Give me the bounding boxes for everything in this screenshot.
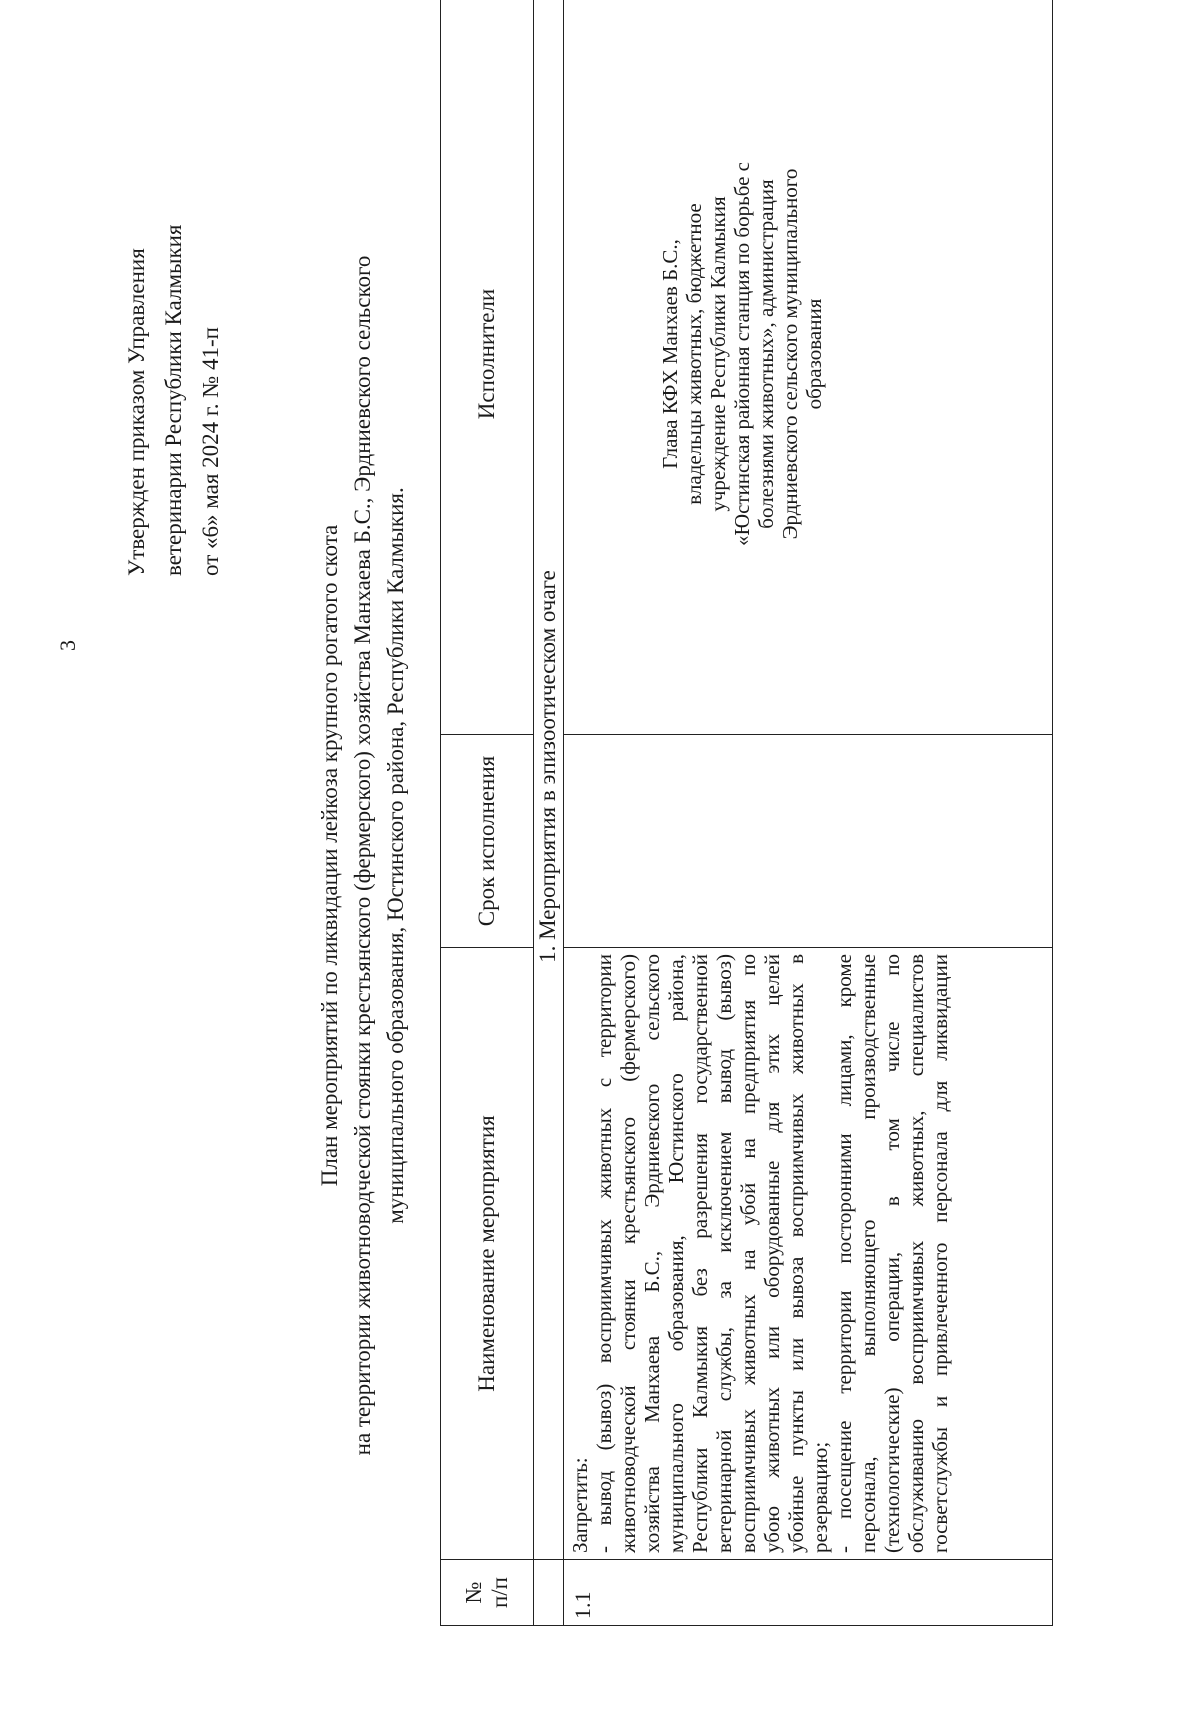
row-activity-name: [564, 948, 1053, 1560]
approval-line-1: Утвержден приказом Управления: [124, 248, 149, 576]
approval-stamp: [118, 16, 229, 576]
plan-title-line-3: муниципального образования, Юстинского района, Республики Калмыкия.: [383, 487, 408, 1224]
plan-title: [313, 0, 412, 1711]
executor-line: болезнями животных», администрация: [754, 179, 778, 529]
executor-line: учреждение Республики Калмыкия: [706, 196, 730, 512]
section-row: [534, 0, 564, 1626]
executor-line: владельцы животных, бюджетное: [682, 203, 706, 505]
activity-line: резервацию;: [808, 1441, 832, 1553]
activity-line: муниципального образования, Юстинского района,: [664, 954, 688, 1553]
activity-line: Запретить:: [568, 1457, 592, 1553]
row-number: 1.1: [564, 1560, 1053, 1626]
approval-line-3: от «6» мая 2024 г. № 41-п: [198, 327, 223, 576]
executor-line: «Юстинская районная станция по борьбе с: [730, 162, 754, 547]
activity-line: - вывод (вывоз) восприимчивых животных с территории: [592, 954, 616, 1553]
plan-title-line-2: на территории животноводческой стоянки крестьянского (фермерского) хозяйства Манхаева Б.С., Эрдниевского сельского: [350, 255, 375, 1456]
header-number-line-2: п/п: [487, 1577, 512, 1609]
header-number: [441, 1560, 534, 1626]
section-title: 1. Мероприятия в эпизоотическом очаге: [534, 0, 564, 1560]
activity-line: госветслужбы и привлеченного персонала для ликвидации: [928, 954, 952, 1553]
plan-title-line-1: План мероприятий по ликвидации лейкоза крупного рогатого скота: [317, 524, 342, 1187]
activity-line: Республики Калмыкия без разрешения государственной: [688, 954, 712, 1553]
activity-line: убою животных или оборудованные для этих целей: [760, 954, 784, 1553]
executor-line: образования: [802, 298, 826, 410]
header-name: Наименование мероприятия: [441, 948, 534, 1560]
table-row: [564, 0, 1053, 1626]
plan-table: [440, 0, 1053, 1626]
activity-line: убойные пункты или вывоза восприимчивых животных в: [784, 954, 808, 1553]
section-number-cell: [534, 1560, 564, 1626]
header-term: Срок исполнения: [441, 735, 534, 948]
activity-line: ветеринарной службы, за исключением вывод (вывоз): [712, 954, 736, 1553]
activity-line: хозяйства Манхаева Б.С., Эрдниевского сельского: [640, 954, 664, 1553]
header-executors: Исполнители: [441, 0, 534, 735]
activity-line: персонала, выполняющего производственные: [856, 954, 880, 1553]
activity-line: животноводческой стоянки крестьянского (фермерского): [616, 954, 640, 1553]
row-term: [564, 735, 1053, 948]
table-header-row: [441, 0, 534, 1626]
executor-line: Глава КФХ Манхаев Б.С.,: [658, 239, 682, 469]
executor-line: Эрдниевского сельского муниципального: [778, 168, 802, 540]
activity-line: восприимчивых животных на убой на предприятия по: [736, 954, 760, 1553]
row-executors: [564, 0, 1053, 735]
header-number-line-1: №: [461, 1581, 486, 1604]
activity-line: обслуживанию восприимчивых животных, специалистов: [904, 954, 928, 1553]
activity-line: (технологические) операции, в том числе по: [880, 954, 904, 1553]
activity-line: - посещение территории посторонними лицами, кроме: [832, 954, 856, 1553]
approval-line-2: ветеринарии Республики Калмыкия: [161, 224, 186, 576]
page-number: 3: [55, 640, 80, 651]
